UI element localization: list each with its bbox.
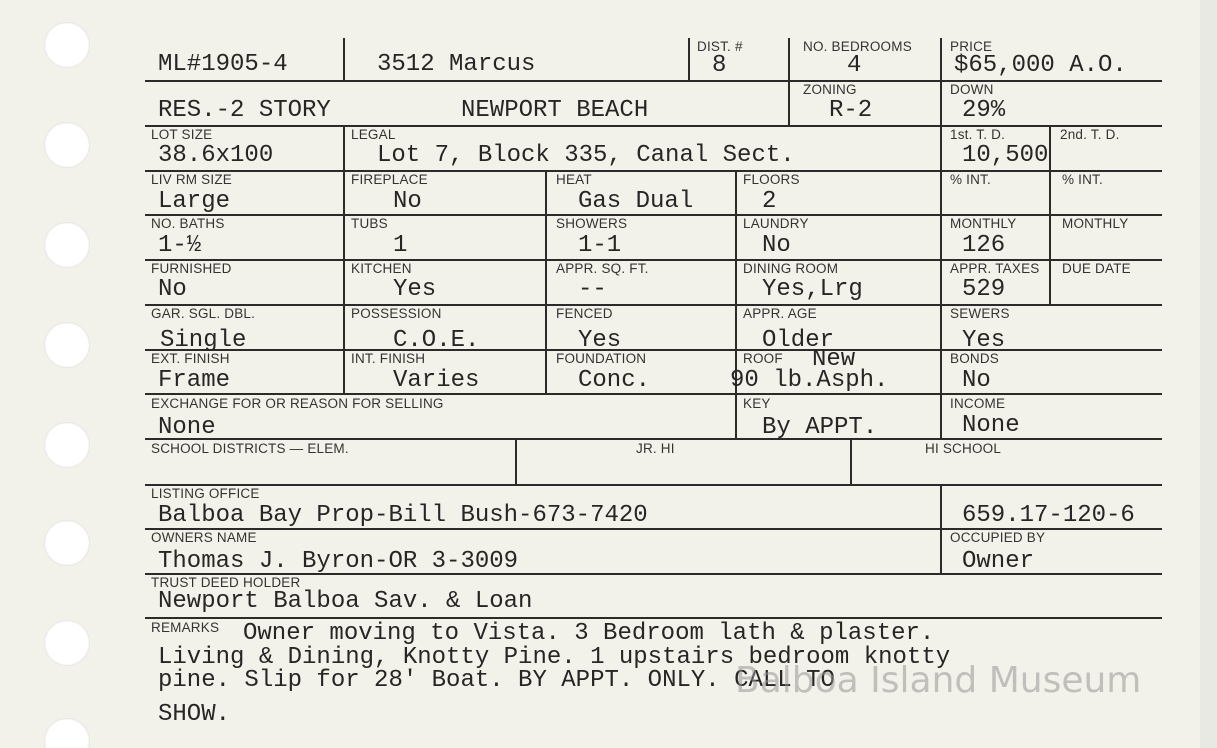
sqft-value: -- [578,276,607,303]
rule [145,80,1162,82]
furnished-label: FURNISHED [151,261,232,276]
monthly-label: MONTHLY [1062,216,1129,231]
binder-hole [44,22,90,68]
foundation-value: Conc. [578,367,651,394]
roof-value-new: New [812,346,856,373]
fenced-value: Yes [578,327,622,354]
ml-number: ML#1905-4 [158,51,288,78]
rule [940,38,942,393]
key-label: KEY [743,396,771,411]
income-value: None [962,412,1020,439]
listing-office-label: LISTING OFFICE [151,486,260,501]
baths-value: 1-½ [158,232,202,259]
rule [343,125,345,393]
fenced-label: FENCED [556,306,613,321]
key-value: By APPT. [762,414,878,441]
garage-label: GAR. SGL. DBL. [151,306,256,321]
rule [343,38,345,80]
school-hi-label: HI SCHOOL [925,441,1002,456]
rule [145,125,1162,127]
rule [545,170,547,393]
remarks-label: REMARKS [151,620,220,635]
dining-value: Yes,Lrg [762,276,863,303]
possession-label: POSSESSION [351,306,442,321]
rule [515,438,517,484]
dining-label: DINING ROOM [743,261,839,276]
listing-office-value: Balboa Bay Prop-Bill Bush-673-7420 [158,502,648,529]
pct-int-label: % INT. [950,172,991,187]
showers-label: SHOWERS [556,216,628,231]
bedrooms-label: NO. BEDROOMS [803,39,912,54]
school-jr-label: JR. HI [636,441,675,456]
binder-hole [44,322,90,368]
laundry-value: No [762,232,791,259]
rule [940,484,942,573]
binder-hole [44,620,90,666]
sewers-value: Yes [962,327,1006,354]
monthly-label: MONTHLY [950,216,1017,231]
zoning-value: R-2 [829,97,873,124]
income-label: INCOME [950,396,1006,411]
remarks-line: pine. Slip for 28' Boat. BY APPT. ONLY. CALL TO [158,667,835,694]
second-td-label: 2nd. T. D. [1060,127,1120,142]
binder-hole [44,122,90,168]
furnished-value: No [158,276,187,303]
rule [1049,125,1051,304]
possession-value: C.O.E. [393,327,480,354]
occupied-label: OCCUPIED BY [950,530,1046,545]
price-value: $65,000 A.O. [954,52,1127,79]
legal-label: LEGAL [351,127,396,142]
taxes-label: APPR. TAXES [950,261,1040,276]
rule [145,484,1162,486]
occupied-value: Owner [962,548,1035,575]
age-label: APPR. AGE [743,306,817,321]
trust-value: Newport Balboa Sav. & Loan [158,588,533,615]
heat-label: HEAT [556,172,592,187]
remarks-line: SHOW. [158,701,231,728]
dist-value: 8 [712,52,727,79]
school-elem-label: SCHOOL DISTRICTS — ELEM. [151,441,349,456]
lot-size-value: 38.6x100 [158,142,274,169]
baths-label: NO. BATHS [151,216,225,231]
zoning-label: ZONING [803,82,857,97]
rule [145,617,1162,619]
liv-rm-label: LIV RM SIZE [151,172,232,187]
ext-finish-label: EXT. FINISH [151,351,230,366]
garage-value: Single [160,327,247,354]
rule [940,393,942,438]
due-date-label: DUE DATE [1062,261,1131,276]
tubs-value: 1 [393,232,408,259]
binder-hole [44,422,90,468]
bonds-label: BONDS [950,351,1000,366]
floors-value: 2 [762,188,777,215]
laundry-label: LAUNDRY [743,216,809,231]
price-label: PRICE [950,39,993,54]
taxes-value: 529 [962,276,1006,303]
exchange-value: None [158,414,216,441]
watermark: Balboa Island Museum [735,660,1142,701]
bonds-value: No [962,367,991,394]
roof-label: ROOF [743,351,783,366]
rule [145,170,1162,172]
dist-label: DIST. # [697,39,743,54]
int-finish-label: INT. FINISH [351,351,426,366]
binder-hole [44,222,90,268]
fireplace-value: No [393,188,422,215]
pct-int-label: % INT. [1062,172,1103,187]
monthly-value: 126 [962,232,1006,259]
tubs-label: TUBS [351,216,388,231]
floors-label: FLOORS [743,172,800,187]
rule [850,438,852,484]
residence-type: RES.-2 STORY [158,97,331,124]
ext-finish-value: Frame [158,367,231,394]
heat-value: Gas Dual [578,188,694,215]
first-td-label: 1st. T. D. [950,127,1006,142]
owners-value: Thomas J. Byron-OR 3-3009 [158,548,519,575]
kitchen-value: Yes [393,276,437,303]
binder-hole [44,520,90,566]
rule [145,349,1162,351]
rule [145,393,1162,395]
city: NEWPORT BEACH [461,97,649,124]
trust-label: TRUST DEED HOLDER [151,575,301,590]
binder-hole [44,718,90,748]
remarks-line: Living & Dining, Knotty Pine. 1 upstairs bedroom knotty [158,644,951,671]
rule [735,170,737,438]
rule [688,38,690,80]
remarks-line: Owner moving to Vista. 3 Bedroom lath & plaster. [243,620,935,647]
sqft-label: APPR. SQ. FT. [556,261,649,276]
legal-value: Lot 7, Block 335, Canal Sect. [377,142,795,169]
roof-value: 90 lb.Asph. [730,367,889,394]
foundation-label: FOUNDATION [556,351,647,366]
kitchen-label: KITCHEN [351,261,412,276]
down-value: 29% [962,97,1006,124]
bedrooms-value: 4 [847,52,862,79]
liv-rm-value: Large [158,188,231,215]
parcel-number: 659.17-120-6 [962,502,1135,529]
exchange-label: EXCHANGE FOR OR REASON FOR SELLING [151,396,444,411]
sewers-label: SEWERS [950,306,1010,321]
owners-label: OWNERS NAME [151,530,257,545]
age-value: Older [762,327,835,354]
address: 3512 Marcus [377,51,536,78]
fireplace-label: FIREPLACE [351,172,428,187]
showers-value: 1-1 [578,232,622,259]
lot-size-label: LOT SIZE [151,127,213,142]
down-label: DOWN [950,82,994,97]
rule [788,38,790,125]
first-td-value: 10,500 [962,142,1049,169]
int-finish-value: Varies [393,367,480,394]
